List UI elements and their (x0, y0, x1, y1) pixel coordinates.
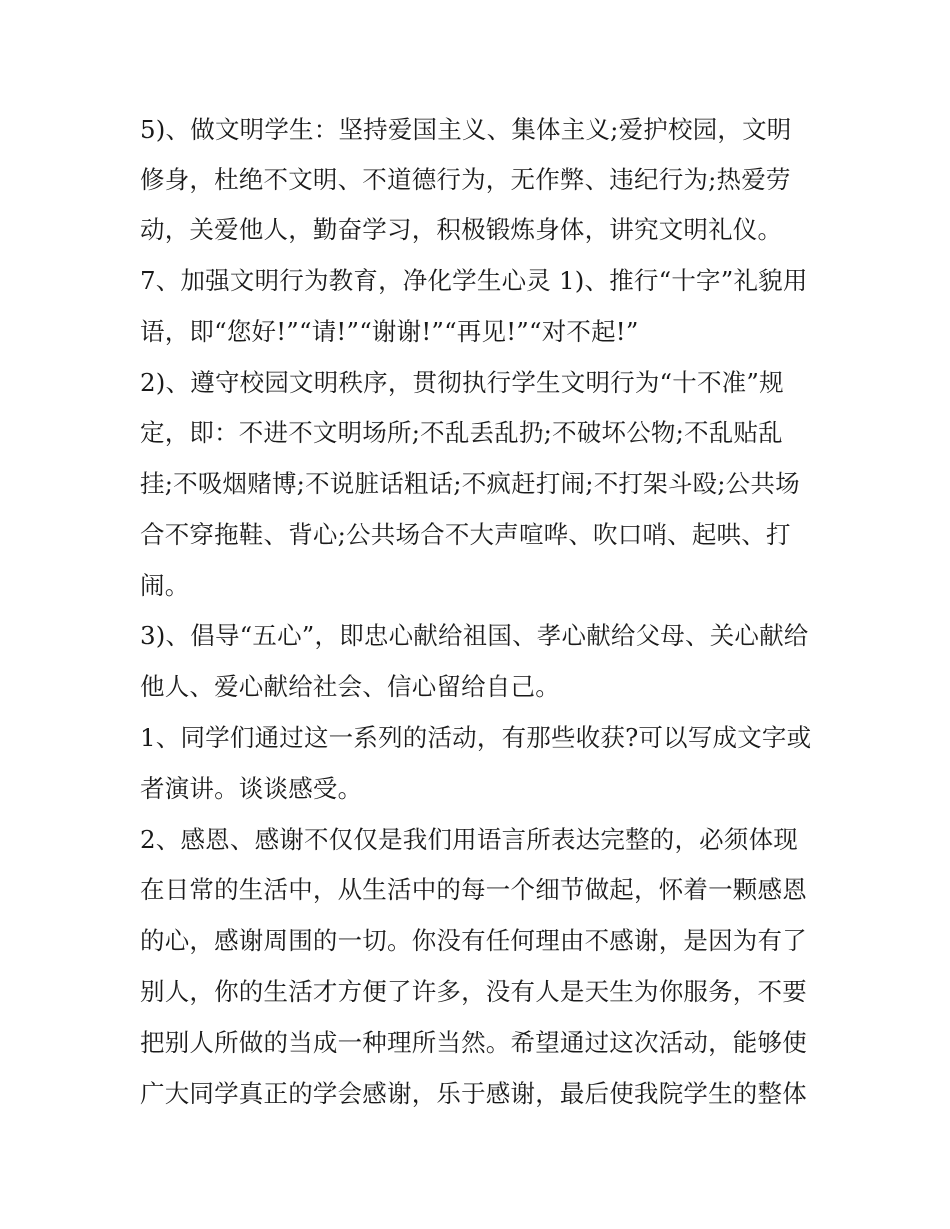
text-line: 者演讲。谈谈感受。 (140, 774, 363, 803)
text-line: 合不穿拖鞋、背心;公共场合不大声喧哗、吹口哨、起哄、打 (140, 520, 791, 549)
text-line: 3)、倡导“五心”，即忠心献给祖国、孝心献给父母、关心献给 (140, 621, 809, 650)
text-line: 1、同学们通过这一系列的活动，有那些收获?可以写成文字或 (140, 723, 812, 752)
text-line: 别人，你的生活才方便了许多，没有人是天生为你服务，不要 (140, 977, 807, 1006)
text-line: 的心，感谢周围的一切。你没有任何理由不感谢，是因为有了 (140, 926, 807, 955)
text-line: 定，即：不进不文明场所;不乱丢乱扔;不破坏公物;不乱贴乱 (140, 418, 783, 447)
text-line: 5)、做文明学生：坚持爱国主义、集体主义;爱护校园，文明 (140, 115, 792, 144)
text-line: 在日常的生活中，从生活中的每一个细节做起，怀着一颗感恩 (140, 875, 807, 904)
text-line: 7、加强文明行为教育，净化学生心灵 1)、推行“十字”礼貌用 (140, 266, 808, 295)
text-line: 他人、爱心献给社会、信心留给自己。 (140, 672, 560, 701)
text-line: 2、感恩、感谢不仅仅是我们用语言所表达完整的，必须体现 (140, 825, 798, 854)
text-line: 修身，杜绝不文明、不道德行为，无作弊、违纪行为;热爱劳 (140, 165, 791, 194)
text-line: 挂;不吸烟赌博;不说脏话粗话;不疯赶打闹;不打架斗殴;公共场 (140, 469, 800, 498)
text-line: 动，关爱他人，勤奋学习，积极锻炼身体，讲究文明礼仪。 (140, 215, 783, 244)
text-line: 闹。 (140, 571, 190, 600)
text-line: 广大同学真正的学会感谢，乐于感谢，最后使我院学生的整体 (140, 1079, 807, 1108)
text-line: 把别人所做的当成一种理所当然。希望通过这次活动，能够使 (140, 1028, 807, 1057)
text-line: 语，即“您好!”“请!”“谢谢!”“再见!”“对不起!” (140, 317, 639, 346)
text-line: 2)、遵守校园文明秩序，贯彻执行学生文明行为“十不准”规 (140, 368, 784, 397)
